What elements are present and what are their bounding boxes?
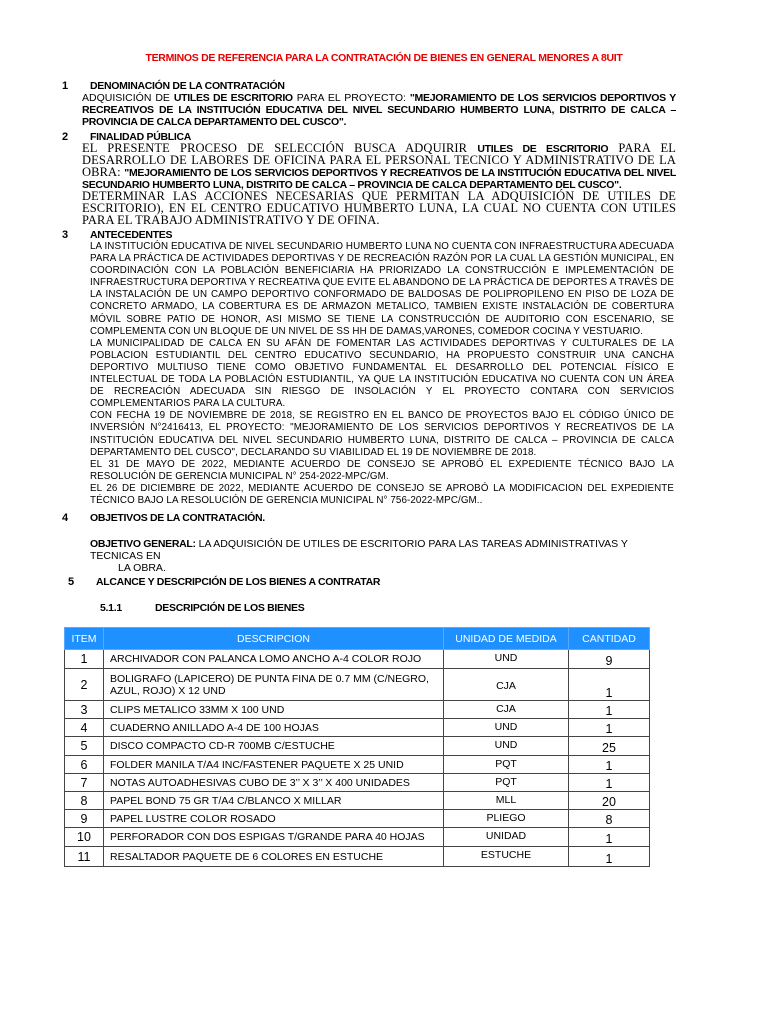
- s3-paragraph: EL 31 DE MAYO DE 2022, MEDIANTE ACUERDO DE CONSEJO SE APROBÓ EL EXPEDIENTE TÉCNICO BAJO LA RESOLUCIÓN DE GERENCIA MUNICIPAL N° 254-2022-MPC/GM.: [90, 458, 674, 482]
- item-unit: PQT: [444, 774, 569, 792]
- section-1-heading: DENOMINACIÓN DE LA CONTRATACIÓN: [90, 80, 285, 92]
- item-number: 8: [65, 792, 104, 810]
- item-description: PERFORADOR CON DOS ESPIGAS T/GRANDE PARA 40 HOJAS: [104, 828, 444, 847]
- s3-paragraph: CON FECHA 19 DE NOVIEMBRE DE 2018, SE REGISTRO EN EL BANCO DE PROYECTOS BAJO EL CÓDIGO ÚNICO DE INVERSIÓN N°2416413, EL PROYECTO: "MEJORAMIENTO DE LOS SERVICIOS DEPORTIVOS Y RECREATIVOS DE LA INSTITUCIÓN EDUCATIVA DEL NIVEL SECUNDARIO HUMBERTO LUNA, DISTRITO DE CALCA – PROVINCIA DE CALCA DEPARTAMENTO DEL CUSCO", DECLARANDO SU VIABILIDAD EL 19 DE NOVIEMBRE DE 2018.: [90, 410, 674, 458]
- table-row: [65, 774, 650, 792]
- item-quantity: 1: [569, 669, 650, 701]
- item-number: 7: [65, 774, 104, 792]
- item-number: 2: [65, 669, 104, 701]
- item-description: FOLDER MANILA T/A4 INC/FASTENER PAQUETE X 25 UNID: [104, 756, 444, 774]
- item-unit: UND: [444, 650, 569, 669]
- item-unit: MLL: [444, 792, 569, 810]
- section-4-number: 4: [62, 512, 69, 524]
- table-row: [65, 756, 650, 774]
- item-number: 1: [65, 650, 104, 669]
- goods-table: [64, 627, 650, 867]
- table-row: [65, 650, 650, 669]
- item-number: 10: [65, 828, 104, 847]
- item-unit: ESTUCHE: [444, 847, 569, 867]
- s3-paragraph: LA MUNICIPALIDAD DE CALCA EN SU AFÁN DE FOMENTAR LAS ACTIVIDADES DEPORTIVAS Y CULTURALES DE LA POBLACION ESTUDIANTIL DEL CENTRO EDUCATIVO SECUNDARIO, HA PROPUESTO CONSTRUIR UNA CANCHA DEPORTIVO MULTIUSO TIENE COMO OBJETIVO FUNDAMENTAL EL DESARROLLO DEL POTENCIAL FÍSICO E INTELECTUAL DE TODA LA POBLACIÓN ESTUDIANTIL, YA QUE LA INSTITUCIÓN EDUCATIVA NO CUENTA CON UN ÁREA DE RECREACIÓN ADECUADA SIN RIESGO DE INSOLACIÓN Y EL PROYECTO CONTARA CON SERVICIOS COMPLEMENTARIOS PARA LA CULTURA.: [90, 337, 674, 410]
- item-unit: PQT: [444, 756, 569, 774]
- item-number: 5: [65, 737, 104, 756]
- item-quantity: 8: [569, 810, 650, 828]
- item-quantity: 1: [569, 756, 650, 774]
- item-description: ARCHIVADOR CON PALANCA LOMO ANCHO A-4 COLOR ROJO: [104, 650, 444, 669]
- table-row: [65, 810, 650, 828]
- section-2-body: [82, 143, 676, 227]
- header-unit: UNIDAD DE MEDIDA: [444, 628, 569, 650]
- table-row: [65, 828, 650, 847]
- item-description: RESALTADOR PAQUETE DE 6 COLORES EN ESTUCHE: [104, 847, 444, 867]
- item-unit: UNIDAD: [444, 828, 569, 847]
- item-quantity: 20: [569, 792, 650, 810]
- section-5-1-1-heading: DESCRIPCIÓN DE LOS BIENES: [155, 602, 305, 614]
- section-1-body: [82, 92, 676, 128]
- item-quantity: 9: [569, 650, 650, 669]
- item-number: 4: [65, 719, 104, 737]
- section-2-number: 2: [62, 131, 69, 143]
- document-title: TERMINOS DE REFERENCIA PARA LA CONTRATACIÓN DE BIENES EN GENERAL MENORES A 8UIT: [145, 52, 623, 64]
- item-quantity: 1: [569, 701, 650, 719]
- section-5-heading: ALCANCE Y DESCRIPCIÓN DE LOS BIENES A CONTRATAR: [96, 576, 381, 588]
- table-row: [65, 701, 650, 719]
- table-row: [65, 847, 650, 867]
- s4-objective-text-cont: LA OBRA.: [118, 562, 166, 574]
- item-unit: UND: [444, 737, 569, 756]
- header-quantity: CANTIDAD: [569, 628, 650, 650]
- table-row: [65, 719, 650, 737]
- item-description: NOTAS AUTOADHESIVAS CUBO DE 3’’ X 3’’ X 400 UNIDADES: [104, 774, 444, 792]
- table-row: [65, 669, 650, 701]
- item-description: DISCO COMPACTO CD-R 700MB C/ESTUCHE: [104, 737, 444, 756]
- s4-objective-text: LA ADQUISICIÓN DE UTILES DE ESCRITORIO PARA LAS TAREAS ADMINISTRATIVAS Y TECNICAS EN: [90, 538, 628, 562]
- s1-project-name: "MEJORAMIENTO DE LOS SERVICIOS DEPORTIVOS Y RECREATIVOS DE LA INSTITUCIÓN EDUCATIVA DEL NIVEL SECUNDARIO HUMBERTO LUNA, DISTRITO DE CALCA – PROVINCIA DE CALCA DEPARTAMENTO DEL CUSCO".: [82, 92, 676, 128]
- s3-paragraph: LA INSTITUCIÓN EDUCATIVA DE NIVEL SECUNDARIO HUMBERTO LUNA NO CUENTA CON INFRAESTRUCTURA ADECUADA PARA LA PRÁCTICA DE ACTIVIDADES DEPORTIVAS Y DE RECREACIÓN RAZÓN POR LA CUAL LA GESTIÓN MUNICIPAL, EN COORDINACIÓN CON LA POBLACIÓN BENEFICIARIA HA PRIORIZADO LA CONSTRUCCIÓN E IMPLEMENTACIÓN DE INFRAESTRUCTURA DEPORTIVA Y RECREATIVA QUE EVITE EL ABANDONO DE LA PRÁCTICA DE DEPORTES A TRAVÉS DE LA INSTALACIÓN DE UN CAMPO DEPORTIVO CONFORMADO DE BALDOSAS DE POLIPROPILENO EN PISO DE LOZA DE CONCRETO ARMADO, LA COBERTURA ES DE ARMAZON METALICO, TAMBIEN EXISTE INSTALACIÓN DE COBERTURA MÓVIL SOBRE PATIO DE HONOR, ASI MISMO SE TIENE LA CONSTRUCCIÓN DE AUDITORIO CON ESCENARIO, SE COMPLEMENTA CON UN BLOQUE DE UN NIVEL DE SS HH DE DAMAS,VARONES, COMEDOR COCINA Y VESTUARIO.: [90, 241, 674, 337]
- section-4-body: [90, 538, 674, 574]
- section-5-1-1-number: 5.1.1: [100, 602, 122, 614]
- s3-paragraph: EL 26 DE DICIEMBRE DE 2022, MEDIANTE ACUERDO DE CONSEJO SE APROBÓ LA MODIFICACION DEL EXPEDIENTE TÉCNICO BAJO LA RESOLUCIÓN DE GERENCIA MUNICIPAL N° 756-2022-MPC/GM..: [90, 482, 674, 506]
- table-row: [65, 737, 650, 756]
- item-number: 9: [65, 810, 104, 828]
- item-quantity: 1: [569, 774, 650, 792]
- s1-text-3: PARA EL PROYECTO:: [292, 92, 410, 104]
- s2-text-5: DETERMINAR LAS ACCIONES NECESARIAS QUE PERMITAN LA ADQUISICIÓN DE UTILES DE ESCRITORIO), EN EL CENTRO EDUCATIVO HUMBERTO LUNA, LA CUAL NO CUENTA CON UTILES PARA EL TRABAJO ADMINISTRATIVO Y DE OFINA.: [82, 189, 676, 227]
- item-number: 3: [65, 701, 104, 719]
- item-unit: PLIEGO: [444, 810, 569, 828]
- item-unit: UND: [444, 719, 569, 737]
- item-description: CUADERNO ANILLADO A-4 DE 100 HOJAS: [104, 719, 444, 737]
- item-unit: CJA: [444, 701, 569, 719]
- item-quantity: 25: [569, 737, 650, 756]
- item-description: PAPEL BOND 75 GR T/A4 C/BLANCO X MILLAR: [104, 792, 444, 810]
- section-5-number: 5: [68, 576, 75, 588]
- item-quantity: 1: [569, 847, 650, 867]
- section-4-heading: OBJETIVOS DE LA CONTRATACIÓN.: [90, 512, 265, 524]
- item-description: BOLIGRAFO (LAPICERO) DE PUNTA FINA DE 0.7 MM (C/NEGRO, AZUL, ROJO) X 12 UND: [104, 669, 444, 701]
- item-quantity: 1: [569, 828, 650, 847]
- section-2-heading: FINALIDAD PÚBLICA: [90, 131, 192, 143]
- item-number: 11: [65, 847, 104, 867]
- table-row: [65, 792, 650, 810]
- item-description: PAPEL LUSTRE COLOR ROSADO: [104, 810, 444, 828]
- header-item: ITEM: [65, 628, 104, 650]
- item-unit: CJA: [444, 669, 569, 701]
- section-3-heading: ANTECEDENTES: [90, 229, 173, 241]
- s1-text-1: ADQUISICIÓN DE: [82, 92, 174, 104]
- s2-text-2: UTILES DE ESCRITORIO: [477, 143, 609, 155]
- section-1-number: 1: [62, 80, 69, 92]
- header-description: DESCRIPCION: [104, 628, 444, 650]
- item-quantity: 1: [569, 719, 650, 737]
- s2-text-1: EL PRESENTE PROCESO DE SELECCIÓN BUSCA ADQUIRIR: [82, 141, 478, 155]
- item-description: CLIPS METALICO 33MM X 100 UND: [104, 701, 444, 719]
- section-3-body: [90, 241, 674, 507]
- item-number: 6: [65, 756, 104, 774]
- s2-text-3: PARA EL DESARROLLO DE LABORES DE OFICINA PARA EL PERSONAL TECNICO Y ADMINISTRATIVO DE LA OBRA:: [82, 141, 677, 179]
- s1-text-2: UTILES DE ESCRITORIO: [173, 92, 293, 104]
- s2-project-name: "MEJORAMIENTO DE LOS SERVICIOS DEPORTIVOS Y RECREATIVOS DE LA INSTITUCIÓN EDUCATIVA DEL NIVEL SECUNDARIO HUMBERTO LUNA, DISTRITO DE CALCA – PROVINCIA DE CALCA DEPARTAMENTO DEL CUSCO".: [82, 167, 677, 191]
- table-header-row: [65, 628, 650, 650]
- s4-objective-label: OBJETIVO GENERAL:: [90, 538, 196, 550]
- section-3-number: 3: [62, 229, 69, 241]
